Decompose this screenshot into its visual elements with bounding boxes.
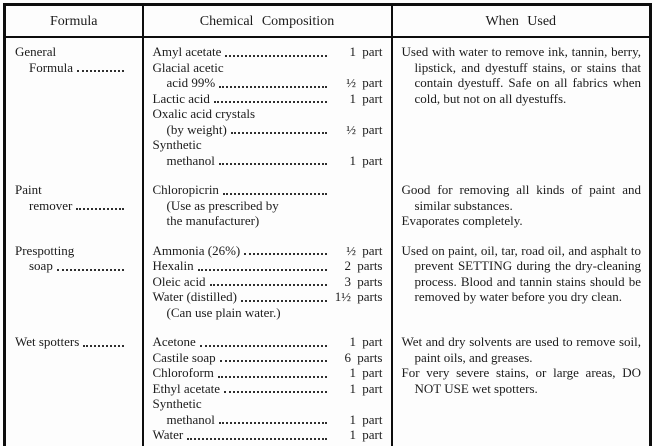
when-used-cell <box>392 237 651 329</box>
chemical-name: Castile soap <box>152 349 216 365</box>
chemical-name: Glacial acetic <box>152 59 224 75</box>
formula-line <box>15 44 134 60</box>
chemical-amount: 1 part <box>349 380 383 396</box>
table-row <box>5 37 651 176</box>
composition-line <box>153 427 383 443</box>
cleaning-formulas-table <box>3 3 652 446</box>
composition-line <box>153 122 383 138</box>
dot-leader <box>198 269 327 271</box>
composition-line <box>153 381 383 397</box>
composition-line <box>153 334 383 350</box>
when-used-paragraph: Used with water to remove ink, tannin, berry, lipstick, and dyestuff stains, or stains that contain dyestuff. Safe on all fabrics when cold, but not on all dyestuffs. <box>401 44 641 106</box>
formula-line <box>15 334 134 350</box>
formula-line <box>15 182 134 198</box>
dot-leader <box>219 86 326 88</box>
composition-cell <box>143 328 392 446</box>
formula-label: General <box>15 44 57 59</box>
chemical-amount: 1 part <box>349 411 383 427</box>
chemical-name: Chloropicrin <box>152 182 219 197</box>
formula-cell <box>5 237 143 329</box>
composition-line <box>153 396 383 412</box>
col-header-formula: Formula <box>5 5 143 38</box>
dot-leader <box>244 253 326 255</box>
dot-leader <box>214 101 327 103</box>
chemical-amount: 1 part <box>349 365 383 380</box>
composition-line <box>153 243 383 259</box>
chemical-name: methanol <box>166 411 215 427</box>
chemical-name: Water (distilled) <box>152 289 238 304</box>
composition-line <box>153 182 383 198</box>
formula-line <box>15 243 134 259</box>
chemical-name: Ethyl acetate <box>152 380 220 396</box>
dot-leader <box>187 438 326 440</box>
when-used-paragraph: Wet and dry solvents are used to remove soil, paint oils, and greases. <box>401 334 641 365</box>
composition-line <box>153 289 383 305</box>
col-header-chemical-composition: Chemical Composition <box>143 5 392 38</box>
composition-cell <box>143 176 392 237</box>
dot-leader <box>219 163 327 165</box>
chemical-amount: 2 parts <box>344 258 383 273</box>
chemical-amount: 1 part <box>349 44 383 59</box>
chemical-amount: 1 part <box>349 90 383 106</box>
chemical-name: Water <box>152 427 184 442</box>
composition-line <box>153 91 383 107</box>
dot-leader <box>218 376 327 378</box>
composition-cell <box>143 237 392 329</box>
chemical-name: Lactic acid <box>152 90 210 106</box>
table-row <box>5 237 651 329</box>
dot-leader <box>224 391 327 393</box>
col-header-when-used: When Used <box>392 5 651 38</box>
dot-leader <box>210 284 327 286</box>
chemical-amount: ½ part <box>346 242 383 258</box>
chemical-amount: 1 part <box>349 152 383 168</box>
dot-leader <box>200 345 327 347</box>
composition-line <box>153 305 383 321</box>
formula-label: soap <box>29 258 53 273</box>
formula-line <box>15 258 134 274</box>
chemical-name: the manufacturer) <box>166 213 260 228</box>
dot-leader <box>241 300 326 302</box>
formula-label: Prespotting <box>15 242 75 258</box>
chemical-name: (Can use plain water.) <box>166 304 281 320</box>
dot-leader <box>83 345 123 347</box>
dot-leader <box>225 55 326 57</box>
chemical-name: Synthetic <box>152 137 202 152</box>
chemical-amount: 3 parts <box>344 273 383 289</box>
formula-cell <box>5 37 143 176</box>
formula-cell <box>5 328 143 446</box>
when-used-cell <box>392 176 651 237</box>
composition-line <box>153 75 383 91</box>
when-used-paragraph: Evaporates completely. <box>401 213 523 228</box>
dot-leader <box>77 70 123 72</box>
when-used-paragraph: Used on paint, oil, tar, road oil, and asphalt to prevent SETTING during the dry-cleaning process. Blood and tannin stains should be removed by water before you dry clean. <box>401 242 641 304</box>
when-used-paragraph: Good for removing all kinds of paint and similar substances. <box>401 182 641 213</box>
composition-line <box>153 198 383 214</box>
composition-line <box>153 153 383 169</box>
table-body <box>5 37 651 446</box>
chemical-name: methanol <box>166 152 215 168</box>
composition-line <box>153 106 383 122</box>
chemical-amount: 6 parts <box>344 349 383 365</box>
table-row <box>5 176 651 237</box>
header-row <box>5 5 651 38</box>
composition-line <box>153 44 383 60</box>
chemical-name: Acetone <box>152 334 196 349</box>
formula-line <box>15 60 134 76</box>
chemical-amount: 1 part <box>349 427 383 442</box>
composition-line <box>153 274 383 290</box>
composition-cell <box>143 37 392 176</box>
dot-leader <box>57 269 124 271</box>
chemical-name: Chloroform <box>152 365 214 380</box>
dot-leader <box>223 193 327 195</box>
formula-cell <box>5 176 143 237</box>
chemical-name: (by weight) <box>166 121 227 137</box>
chemical-amount: ½ part <box>346 121 383 137</box>
composition-line <box>153 350 383 366</box>
formula-label: remover <box>29 197 73 213</box>
dot-leader <box>219 422 327 424</box>
when-used-cell <box>392 328 651 446</box>
formula-label: Paint <box>15 182 42 197</box>
chemical-name: Oleic acid <box>152 273 206 289</box>
composition-line <box>153 365 383 381</box>
formula-label: Formula <box>29 59 74 75</box>
when-used-cell <box>392 37 651 176</box>
dot-leader <box>231 132 327 134</box>
chemical-amount: ½ part <box>346 75 383 90</box>
chemical-name: acid 99% <box>166 75 216 90</box>
chemical-name: Amyl acetate <box>152 44 222 59</box>
composition-line <box>153 213 383 229</box>
chemical-amount: 1½ parts <box>334 289 383 304</box>
when-used-paragraph: For very severe stains, or large areas, DO NOT USE wet spotters. <box>401 365 641 396</box>
composition-line <box>153 258 383 274</box>
chemical-name: Oxalic acid crystals <box>152 106 256 121</box>
table-row <box>5 328 651 446</box>
composition-line <box>153 412 383 428</box>
dot-leader <box>76 208 123 210</box>
formula-line <box>15 198 134 214</box>
chemical-name: Synthetic <box>152 396 202 411</box>
dot-leader <box>220 360 327 362</box>
chemical-name: (Use as prescribed by <box>166 197 279 213</box>
composition-line <box>153 60 383 76</box>
formula-label: Wet spotters <box>15 334 80 349</box>
composition-line <box>153 137 383 153</box>
chemical-name: Ammonia (26%) <box>152 242 241 258</box>
chemical-amount: 1 part <box>349 334 383 349</box>
chemical-name: Hexalin <box>152 258 194 273</box>
